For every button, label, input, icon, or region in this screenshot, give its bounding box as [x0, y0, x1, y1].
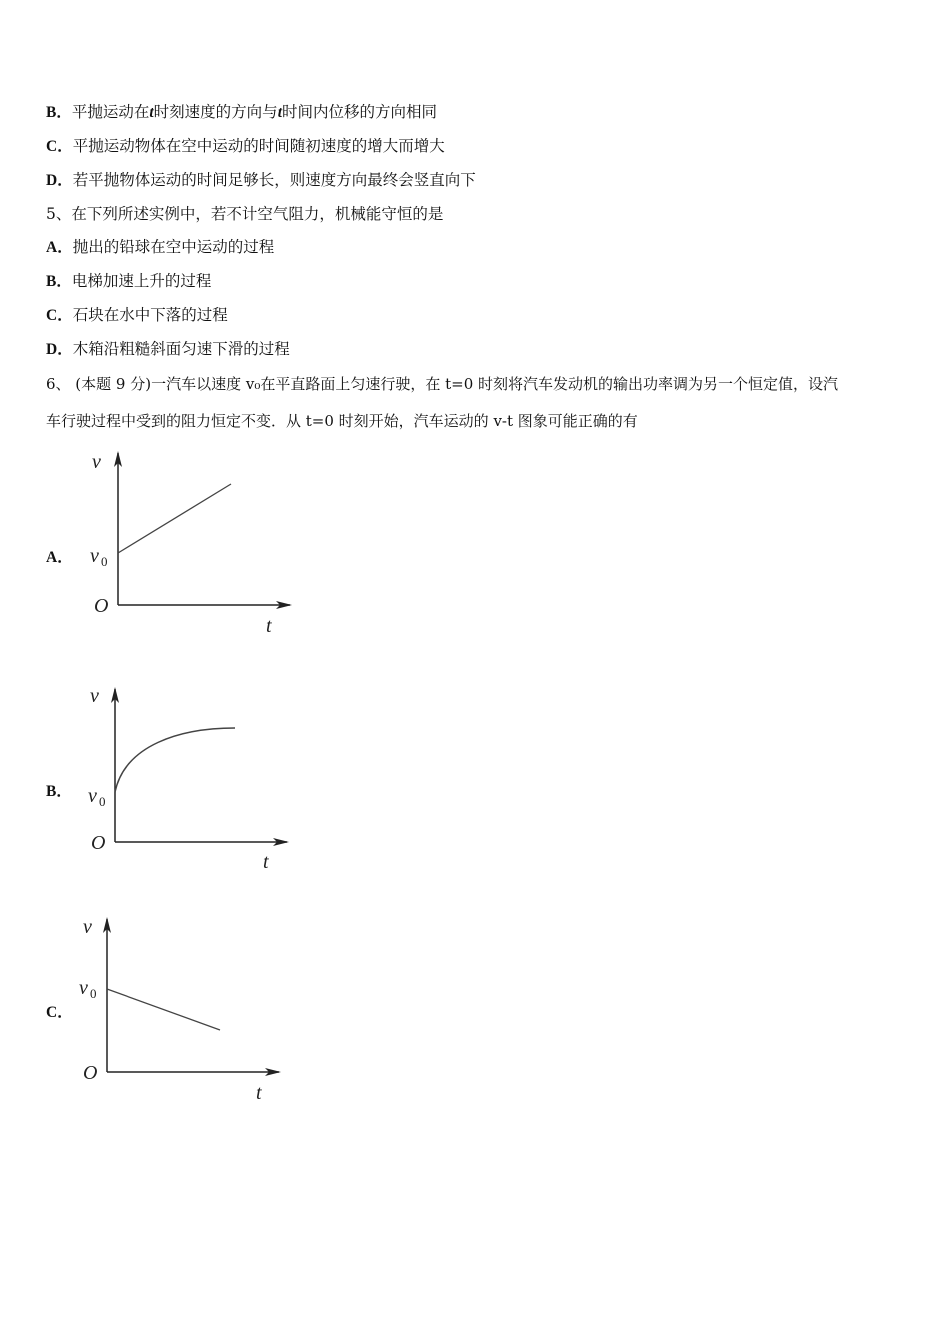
v0-subscript: 0 — [101, 554, 108, 569]
v0-label: v — [79, 977, 88, 999]
option-text: 电梯加速上升的过程 — [71, 272, 212, 290]
var-t: t — [149, 104, 154, 121]
v0-subscript: 0 — [90, 986, 97, 1001]
option-label: D． — [46, 341, 73, 358]
vt-curve — [115, 728, 235, 792]
v0-subscript: 0 — [99, 794, 106, 809]
graph-a-label: A． — [46, 549, 73, 566]
origin-label: O — [91, 832, 106, 854]
option-text: 抛出的铅球在空中运动的过程 — [72, 238, 275, 256]
t-axis-label: t — [263, 851, 269, 873]
v0-label: v — [90, 545, 99, 567]
graph-c — [79, 916, 279, 1104]
origin-label: O — [94, 595, 109, 617]
vt-curve — [107, 989, 220, 1030]
v-axis-label: v — [83, 916, 92, 938]
var-t: t — [277, 104, 282, 121]
option-label: B． — [46, 273, 72, 290]
option-label: C． — [46, 138, 73, 155]
q5-stem: 5、在下列所述实例中，若不计空气阻力，机械能守恒的是 — [46, 205, 444, 223]
graph-a — [90, 451, 290, 637]
q6-stem-line2: 车行驶过程中受到的阻力恒定不变．从 t=0 时刻开始，汽车运动的 v-t 图象可能正确的有 — [46, 412, 638, 430]
option-text: 时刻速度的方向与 — [153, 103, 278, 121]
q6-stem-line1: 6、 (本题 9 分)一汽车以速度 v₀在平直路面上匀速行驶，在 t=0 时刻将汽车发动机的输出功率调为另一个恒定值，设汽 — [46, 375, 839, 393]
v-axis-label: v — [92, 451, 101, 473]
option-text: 木箱沿粗糙斜面匀速下滑的过程 — [72, 340, 290, 358]
t-axis-label: t — [266, 615, 272, 637]
t-axis-label: t — [256, 1082, 262, 1104]
graph-b-label: B． — [46, 783, 72, 800]
option-text: 平抛运动物体在空中运动的时间随初速度的增大而增大 — [72, 137, 445, 155]
option-label: D． — [46, 172, 73, 189]
option-text: 若平抛物体运动的时间足够长，则速度方向最终会竖直向下 — [72, 171, 476, 189]
option-label: B． — [46, 104, 72, 121]
option-text: 时间内位移的方向相同 — [282, 103, 438, 121]
graph-c-label: C． — [46, 1004, 73, 1021]
v0-label: v — [88, 785, 97, 807]
graph-b — [88, 685, 287, 873]
v-axis-label: v — [90, 685, 99, 707]
origin-label: O — [83, 1062, 98, 1084]
vt-curve — [118, 484, 231, 553]
option-label: C． — [46, 307, 73, 324]
option-text: 平抛运动在 — [71, 103, 150, 121]
option-text: 石块在水中下落的过程 — [72, 306, 228, 324]
option-label: A． — [46, 239, 73, 256]
